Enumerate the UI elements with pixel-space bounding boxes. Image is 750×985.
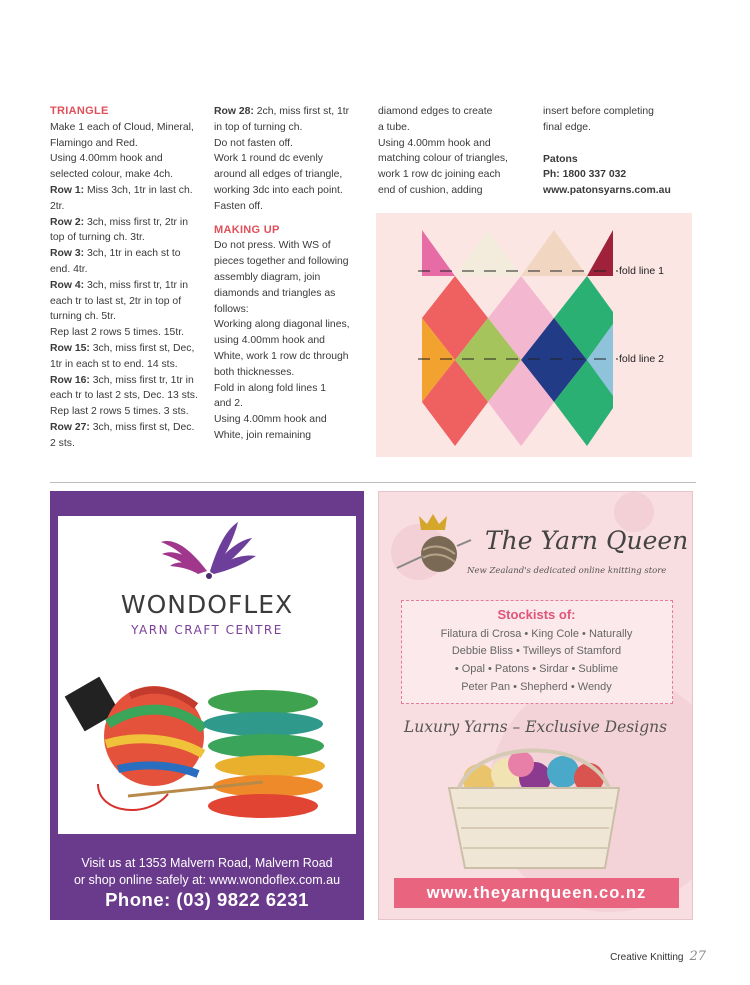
yarn-queen-ad[interactable]: [378, 491, 693, 920]
text-line: Rep last 2 rows 5 times. 15tr.: [50, 327, 184, 339]
text-line: each tr to last st, 2tr in top of: [50, 295, 182, 307]
text-line: Do not press. With WS of: [214, 240, 331, 252]
yarn-basket-icon: [379, 742, 693, 882]
text-line: diamonds and triangles as: [214, 287, 336, 299]
wondoflex-website[interactable]: or shop online safely at: www.wondoflex.com.au: [73, 873, 341, 887]
text-line: and 2.: [214, 398, 243, 410]
fold-line-2-label: fold line 2: [619, 353, 664, 365]
row-label: Row 15:: [50, 342, 90, 354]
crown-yarn-logo-icon: [393, 506, 473, 576]
triangle-top-pink: [422, 230, 455, 276]
wondoflex-visit-text: [50, 855, 364, 889]
text-line: 1tr in each st to end. 14 sts.: [50, 358, 178, 370]
yarn-illustration-icon: [58, 644, 356, 834]
text-line: turning ch. 5tr.: [50, 311, 116, 323]
text-line: White, work 1 row dc through: [214, 350, 349, 362]
text-line: final edge.: [543, 121, 591, 133]
row-instruction: [50, 373, 205, 389]
stockists-line: Debbie Bliss • Twilleys of Stamford: [451, 645, 622, 657]
magazine-name: Creative Knitting: [610, 952, 684, 963]
text-line: 2 sts.: [50, 437, 75, 449]
text-line: Fasten off.: [214, 200, 263, 212]
row-text: 3ch, miss first tr, 1tr in: [89, 374, 194, 386]
section-divider: [50, 482, 696, 483]
row-label: Row 16:: [50, 374, 90, 386]
row-text: 3ch, miss first st, Dec,: [89, 342, 195, 354]
stockists-line: Filatura di Crosa • King Cole • Naturally: [440, 628, 633, 640]
row-text: 3ch, miss first tr, 1tr in: [84, 279, 188, 291]
text-line: in top of turning ch.: [214, 121, 303, 133]
text-line: selected colour, make 4ch.: [50, 169, 174, 181]
page-footer: [610, 949, 706, 964]
row-text: Miss 3ch, 1tr in last ch.: [84, 184, 193, 196]
text-line: insert before completing: [543, 106, 654, 117]
text-line: matching colour of triangles,: [378, 153, 508, 165]
row-text: 2ch, miss first st, 1tr: [253, 106, 350, 117]
section-heading-triangle: TRIANGLE: [50, 105, 109, 117]
stockists-line: • Opal • Patons • Sirdar • Sublime: [454, 663, 619, 675]
text-line: Make 1 each of Cloud, Mineral,: [50, 121, 194, 133]
text-line: pieces together and following: [214, 256, 349, 268]
row-instruction: [50, 246, 205, 262]
row-instruction: [50, 278, 205, 294]
triangle-top-red: [587, 230, 613, 276]
diamond-diagram-svg: [376, 213, 692, 457]
text-line: Flamingo and Red.: [50, 137, 138, 149]
yarn-queen-title: The Yarn Queen: [485, 526, 689, 555]
page-number: 27: [689, 949, 706, 964]
brand-website[interactable]: www.patonsyarns.com.au: [543, 185, 671, 197]
yarn-queen-website[interactable]: www.theyarnqueen.co.nz: [394, 878, 679, 908]
text-line: Using 4.00mm hook and: [378, 137, 491, 149]
instructions-column-3: [378, 104, 533, 199]
text-line: assembly diagram, join: [214, 271, 321, 283]
brand-name: Patons: [543, 153, 578, 165]
text-line: Fold in along fold lines 1: [214, 382, 327, 394]
brand-phone: Ph: 1800 337 032: [543, 169, 627, 181]
assembly-diagram: [376, 213, 692, 457]
triangle-top-peach: [521, 230, 587, 276]
text-line: Work 1 round dc evenly: [214, 153, 323, 165]
text-line: 2tr.: [50, 200, 65, 212]
section-heading-making-up: MAKING UP: [214, 223, 280, 236]
text-line: end of cushion, adding: [378, 184, 483, 196]
text-line: a tube.: [378, 121, 410, 133]
text-line: working 3dc into each point.: [214, 184, 343, 196]
text-line: both thicknesses.: [214, 366, 295, 378]
text-line: end. 4tr.: [50, 263, 88, 275]
wondoflex-phone: Phone: (03) 9822 6231: [105, 889, 309, 910]
row-label: Row 1:: [50, 184, 85, 196]
text-line: work 1 row dc joining each: [378, 169, 501, 181]
text-line: Rep last 2 rows 5 times. 3 sts.: [50, 406, 189, 418]
wondoflex-brand-name: WONDOFLEX: [120, 590, 294, 619]
row-label: Row 28:: [214, 106, 254, 117]
butterfly-logo-icon: [58, 516, 356, 588]
row-instruction: [50, 341, 205, 357]
wondoflex-subtitle: YARN CRAFT CENTRE: [131, 623, 283, 637]
instructions-column-4: [543, 104, 703, 199]
text-line: each tr to last 2 sts, Dec. 13 sts.: [50, 390, 198, 402]
text-line: Using 4.00mm hook and: [50, 153, 163, 165]
text-line: White, join remaining: [214, 429, 312, 441]
wondoflex-ad-panel: [58, 516, 356, 834]
row-instruction: [50, 420, 205, 436]
instructions-column-2: [214, 104, 369, 444]
row-text: 3ch, 1tr in each st to: [84, 248, 181, 260]
text-line: around all edges of triangle,: [214, 169, 343, 181]
text-line: using 4.00mm hook and: [214, 335, 325, 347]
row-label: Row 2:: [50, 216, 85, 228]
yarn-queen-tagline: New Zealand's dedicated online knitting store: [467, 566, 667, 576]
row-text: 3ch, miss first st, Dec.: [89, 421, 195, 433]
row-label: Row 3:: [50, 248, 85, 260]
row-label: Row 4:: [50, 279, 85, 291]
row-instruction: [50, 183, 205, 199]
fold-line-1-label: fold line 1: [619, 265, 664, 277]
stockists-heading: Stockists of:: [497, 607, 576, 622]
row-text: 3ch, miss first tr, 2tr in: [84, 216, 188, 228]
text-line: Do not fasten off.: [214, 137, 293, 149]
text-line: top of turning ch. 3tr.: [50, 232, 145, 244]
row-label: Row 27:: [50, 421, 90, 433]
wondoflex-ad[interactable]: [50, 491, 364, 920]
stockists-line: Peter Pan • Shepherd • Wendy: [461, 681, 612, 693]
row-instruction: [214, 104, 369, 120]
triangle-top-cream: [455, 230, 521, 276]
yarn-queen-slogan: Luxury Yarns – Exclusive Designs: [403, 718, 668, 736]
text-line: follows:: [214, 303, 249, 315]
text-line: diamond edges to create: [378, 106, 493, 117]
row-instruction: [50, 215, 205, 231]
stockists-box: [401, 600, 673, 704]
instructions-column-1: [50, 104, 205, 452]
text-line: Using 4.00mm hook and: [214, 414, 327, 426]
text-line: Working along diagonal lines,: [214, 319, 350, 331]
wondoflex-address: Visit us at 1353 Malvern Road, Malvern Road: [81, 856, 333, 870]
